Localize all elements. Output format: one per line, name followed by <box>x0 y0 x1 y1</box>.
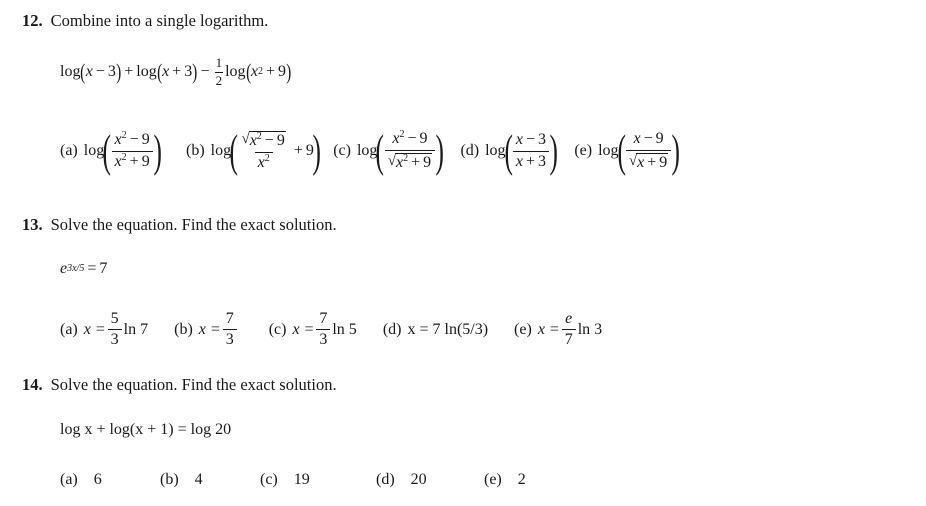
q13-option-a[interactable]: (a) x = $\frac{5}{3}$ ln 7 <box>60 310 149 349</box>
q12-option-b[interactable]: (b) log ( √ $x^2 - 9$ $x^2$ + 9 ) <box>186 125 321 176</box>
q12-option-c[interactable]: (c) log ( $x^2 - 9$ √ $x^2 + 9$ ) <box>333 125 444 176</box>
q13-option-d[interactable]: (d) x = 7 ln(5/3) <box>382 320 489 338</box>
question-prompt: Solve the equation. Find the exact solution. <box>50 215 337 234</box>
q14-option-a[interactable]: (a) 6 <box>60 471 102 488</box>
q14-option-b[interactable]: (b) 4 <box>160 471 203 488</box>
q14-option-d[interactable]: (d) 20 <box>376 471 427 488</box>
q13-option-b[interactable]: (b) x = $\frac{7}{3}$ <box>174 310 239 350</box>
question-prompt: Solve the equation. Find the exact solution. <box>50 375 337 394</box>
q13-options <box>60 310 602 350</box>
q14-expression: log x + log(x + 1) = log 20 <box>60 421 232 438</box>
q13-expression: e 3x/5 = 7 <box>60 260 108 277</box>
q14-option-c[interactable]: (c) 19 <box>260 471 310 488</box>
question-prompt: Combine into a single logarithm. <box>50 11 269 30</box>
question-number: 12. <box>22 11 43 30</box>
q12-option-a[interactable]: (a) log ( $\frac{x^2 - 9}{x^2 + 9}$ ) <box>60 125 162 176</box>
question-14-heading <box>22 375 337 395</box>
q12-expression: log ( x − 3 ) + log ( x + 3 ) − $\frac{1}{2}$ log ( x 2 + 9 ) <box>60 55 292 88</box>
question-12-heading <box>22 11 268 31</box>
q12-option-e[interactable]: (e) log ( x − 9 √ x + 9 ) <box>574 125 681 176</box>
q12-options <box>60 125 681 176</box>
q13-option-c[interactable]: (c) x = $\frac{7}{3}$ ln 5 <box>268 310 357 349</box>
q12-option-d[interactable]: (d) log ( $\frac{x - 3}{x + 3}$ ) <box>460 125 558 176</box>
question-number: 13. <box>22 215 43 234</box>
question-number: 14. <box>22 375 43 394</box>
question-13-heading <box>22 215 337 235</box>
q14-option-e[interactable]: (e) 2 <box>484 471 526 488</box>
q14-options <box>60 471 526 489</box>
q13-option-e[interactable]: (e) x = $\frac{e}{7}$ ln 3 <box>514 310 603 349</box>
